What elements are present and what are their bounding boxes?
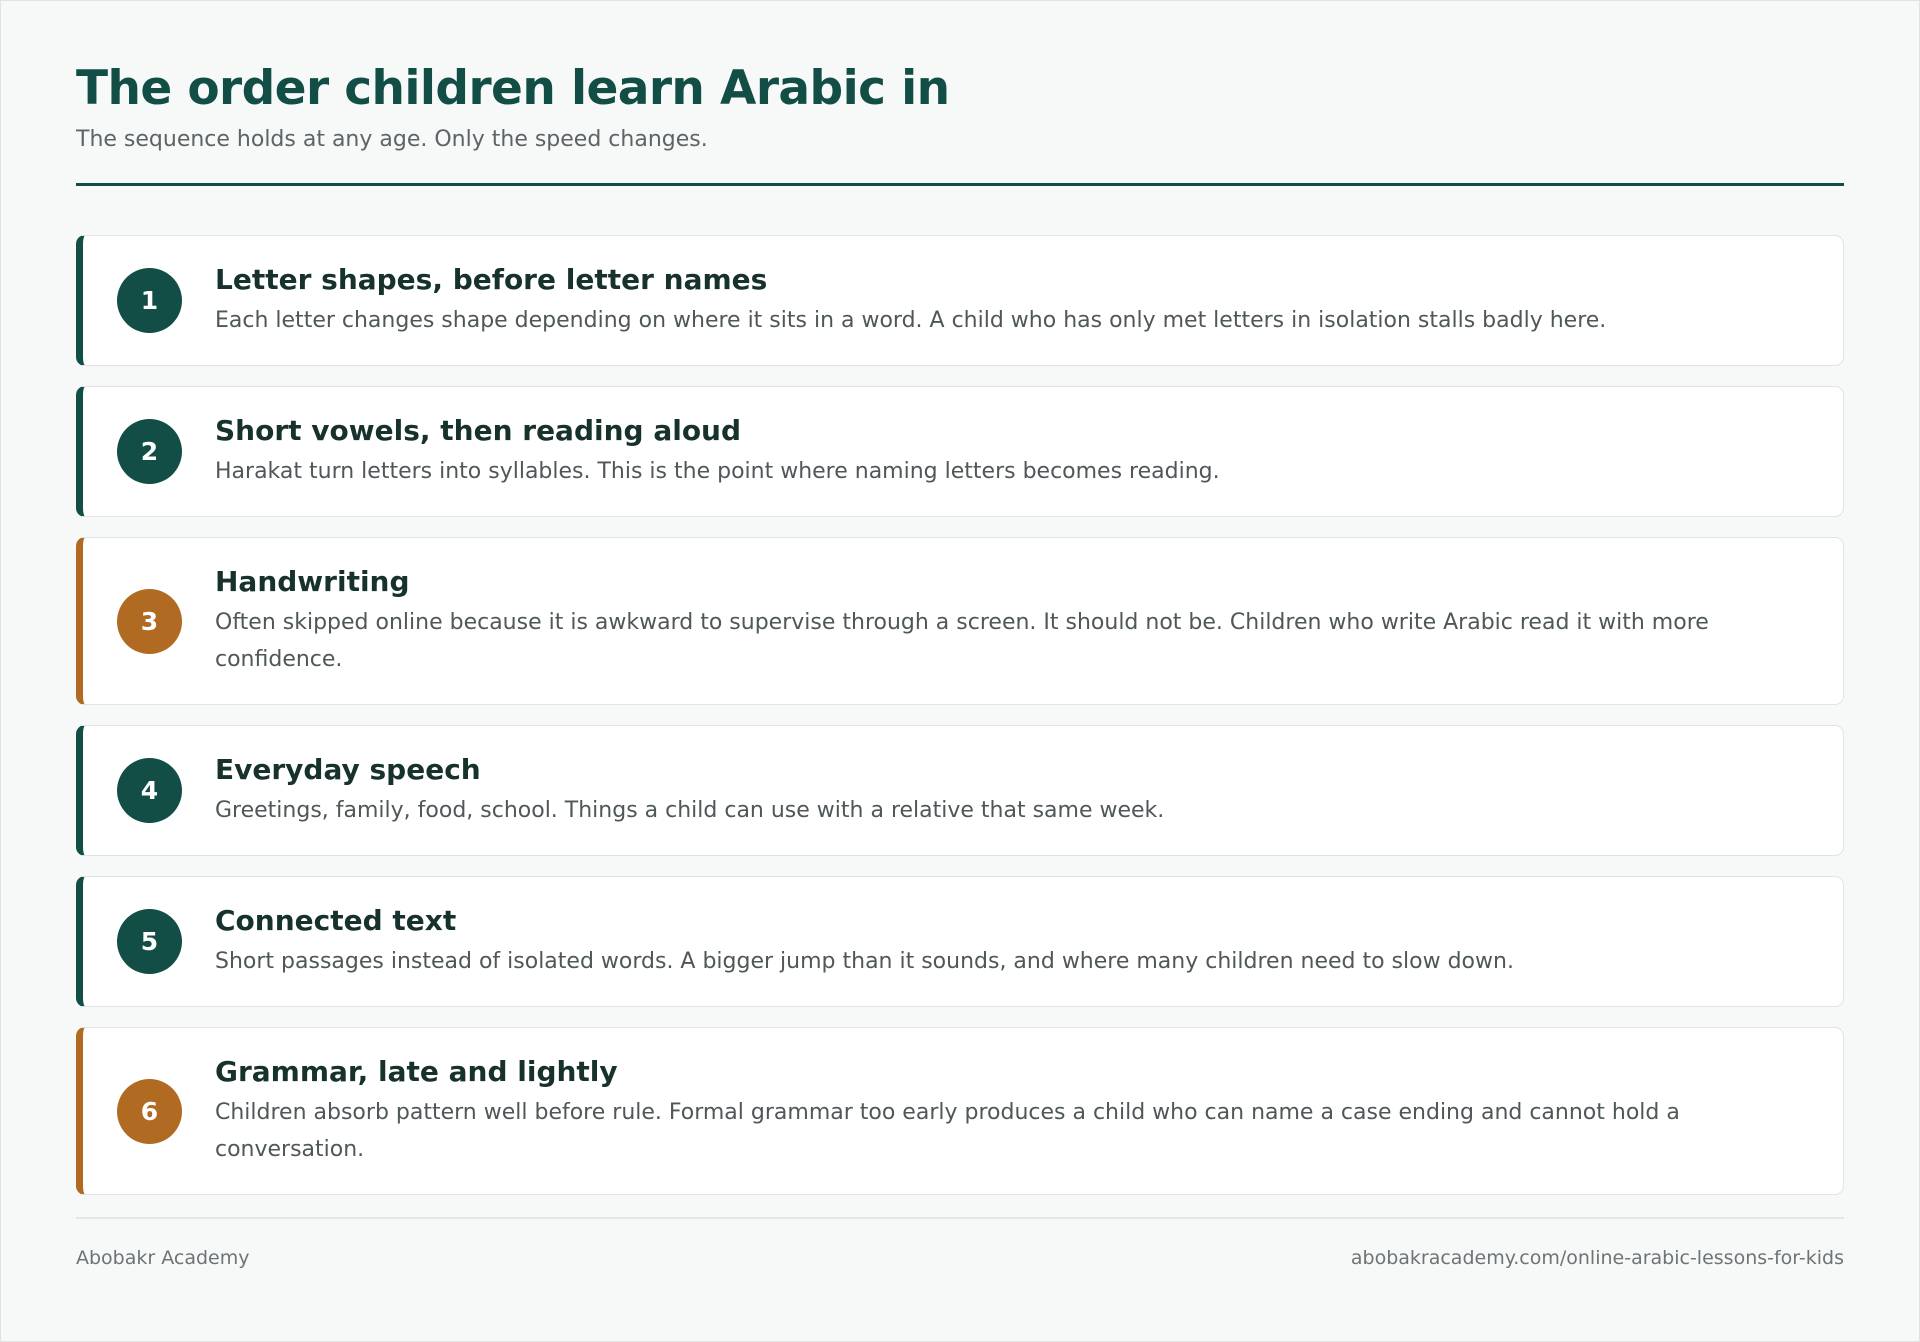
step-text xyxy=(215,413,1803,490)
step-description: Short passages instead of isolated words. A bigger jump than it sounds, and where many children need to slow down. xyxy=(215,949,1514,974)
step-card-3 xyxy=(76,537,1844,705)
step-description: Greetings, family, food, school. Things a child can use with a relative that same week. xyxy=(215,798,1165,823)
step-text xyxy=(215,903,1803,980)
step-card-4 xyxy=(76,725,1844,856)
step-description: Often skipped online because it is awkward to supervise through a screen. It should not be. Children who write Arabic read it with more confidence. xyxy=(215,610,1709,672)
step-number-badge: 2 xyxy=(117,419,182,484)
title-divider xyxy=(76,183,1844,186)
page-title: The order children learn Arabic in xyxy=(76,61,950,116)
step-card-5 xyxy=(76,876,1844,1007)
step-text xyxy=(215,752,1803,829)
footer-brand: Abobakr Academy xyxy=(76,1247,250,1269)
step-number-badge: 3 xyxy=(117,589,182,654)
step-card-1 xyxy=(76,235,1844,366)
step-number-badge: 5 xyxy=(117,909,182,974)
step-number-badge: 4 xyxy=(117,758,182,823)
step-title: Connected text xyxy=(215,904,457,937)
step-title: Handwriting xyxy=(215,565,410,598)
step-card-6 xyxy=(76,1027,1844,1195)
step-number-badge: 1 xyxy=(117,268,182,333)
step-description: Each letter changes shape depending on where it sits in a word. A child who has only met letters in isolation stalls badly here. xyxy=(215,308,1607,333)
step-card-2 xyxy=(76,386,1844,517)
footer xyxy=(76,1247,1844,1269)
page-subtitle: The sequence holds at any age. Only the speed changes. xyxy=(76,127,708,152)
step-title: Grammar, late and lightly xyxy=(215,1055,618,1088)
footer-divider xyxy=(76,1217,1844,1219)
step-text xyxy=(215,564,1803,678)
step-title: Letter shapes, before letter names xyxy=(215,263,768,296)
step-number-badge: 6 xyxy=(117,1079,182,1144)
step-title: Everyday speech xyxy=(215,753,481,786)
steps-list xyxy=(76,235,1844,1195)
step-title: Short vowels, then reading aloud xyxy=(215,414,742,447)
step-text xyxy=(215,262,1803,339)
step-text xyxy=(215,1054,1803,1168)
footer-url: abobakracademy.com/online-arabic-lessons-for-kids xyxy=(1350,1247,1844,1269)
step-description: Children absorb pattern well before rule. Formal grammar too early produces a child who can name a case ending and cannot hold a conversation. xyxy=(215,1100,1680,1162)
step-description: Harakat turn letters into syllables. This is the point where naming letters becomes reading. xyxy=(215,459,1220,484)
